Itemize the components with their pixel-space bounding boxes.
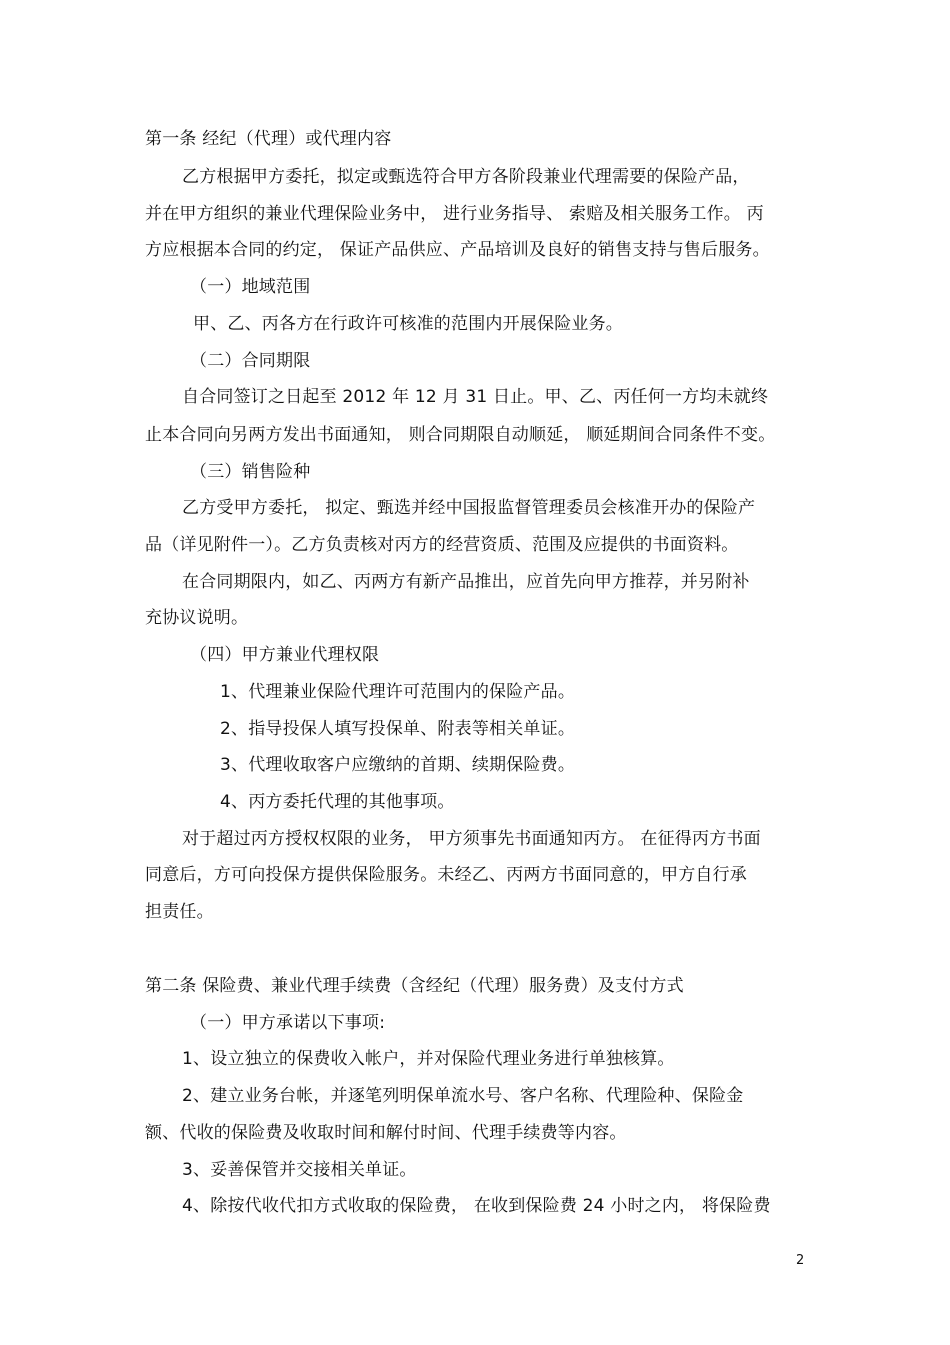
article-2-item-4: 4、除按代收代扣方式收取的保险费， 在收到保险费 24 小时之内， 将保险费 xyxy=(182,1196,771,1216)
article-2-item-1: 1、设立独立的保费收入帐户，并对保险代理业务进行单独核算。 xyxy=(182,1049,675,1069)
article-1-intro-line-3: 方应根据本合同的约定， 保证产品供应、产品培训及良好的销售支持与售后服务。 xyxy=(145,240,770,260)
products-line-2: 品（详见附件一）。乙方负责核对丙方的经营资质、范围及应提供的书面资料。 xyxy=(145,535,739,555)
article-2-item-2-line-2: 额、代收的保险费及收取时间和解付时间、代理手续费等内容。 xyxy=(145,1123,627,1143)
article-2-subheading: （一）甲方承诺以下事项: xyxy=(190,1013,386,1033)
term-line-1: 自合同签订之日起至 2012 年 12 月 31 日止。甲、乙、丙任何一方均未就终 xyxy=(182,387,769,407)
products-line-4: 充协议说明。 xyxy=(145,608,249,628)
term-line-2: 止本合同向另两方发出书面通知， 则合同期限自动顺延， 顺延期间合同条件不变。 xyxy=(145,425,776,445)
article-1-intro-line-1: 乙方根据甲方委托，拟定或甄选符合甲方各阶段兼业代理需要的保险产品， xyxy=(182,167,750,187)
article-2-item-3: 3、妥善保管并交接相关单证。 xyxy=(182,1160,417,1180)
article-1-heading: 第一条 经纪（代理）或代理内容 xyxy=(145,129,392,149)
authority-note-line-1: 对于超过丙方授权权限的业务， 甲方须事先书面通知丙方。 在征得丙方书面 xyxy=(182,829,761,849)
page-number: 2 xyxy=(796,1253,805,1268)
authority-note-line-3: 担责任。 xyxy=(145,902,214,922)
region-heading: （一）地域范围 xyxy=(190,277,311,297)
authority-item-3: 3、代理收取客户应缴纳的首期、续期保险费。 xyxy=(220,755,576,775)
products-line-3: 在合同期限内，如乙、丙两方有新产品推出，应首先向甲方推荐，并另附补 xyxy=(182,572,750,592)
authority-item-2: 2、指导投保人填写投保单、附表等相关单证。 xyxy=(220,719,576,739)
article-2-heading: 第二条 保险费、兼业代理手续费（含经纪（代理）服务费）及支付方式 xyxy=(145,976,684,996)
authority-note-line-2: 同意后，方可向投保方提供保险服务。未经乙、丙两方书面同意的，甲方自行承 xyxy=(145,865,747,885)
region-text: 甲、乙、丙各方在行政许可核准的范围内开展保险业务。 xyxy=(193,314,623,334)
authority-item-1: 1、代理兼业保险代理许可范围内的保险产品。 xyxy=(220,682,576,702)
article-2-item-2-line-1: 2、建立业务台帐，并逐笔列明保单流水号、客户名称、代理险种、保险金 xyxy=(182,1086,744,1106)
products-heading: （三）销售险种 xyxy=(190,462,311,482)
authority-item-4: 4、丙方委托代理的其他事项。 xyxy=(220,792,455,812)
products-line-1: 乙方受甲方委托， 拟定、甄选并经中国报监督管理委员会核准开办的保险产 xyxy=(182,498,756,518)
authority-heading: （四）甲方兼业代理权限 xyxy=(190,645,380,665)
term-heading: （二）合同期限 xyxy=(190,351,311,371)
article-1-intro-line-2: 并在甲方组织的兼业代理保险业务中， 进行业务指导、 索赔及相关服务工作。 丙 xyxy=(145,204,764,224)
